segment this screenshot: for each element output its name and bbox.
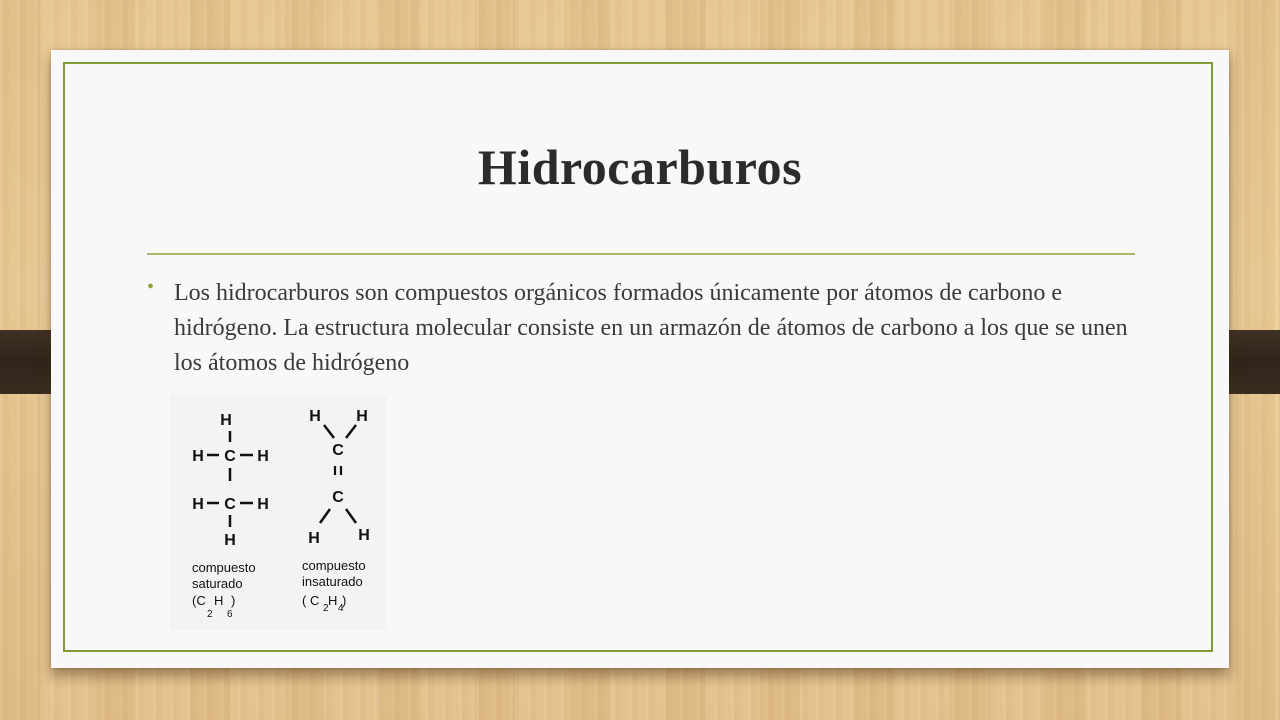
atom-h: H [192,448,204,465]
bullet-dot-icon: • [147,276,155,298]
atom-c: C [332,442,344,459]
saturated-structure [192,412,269,549]
unsaturated-formula-close: ) [342,593,347,608]
saturated-caption [192,560,256,620]
title-divider [147,253,1135,255]
unsaturated-caption-line1: compuesto [302,558,366,573]
saturated-formula-h: H [214,593,224,608]
saturated-subscript-h: 6 [227,609,233,620]
bond-line [346,425,356,438]
unsaturated-structure [308,408,370,547]
bond-line [324,425,334,438]
atom-c: C [224,448,236,465]
atom-h: H [257,496,269,513]
saturated-formula-close: ) [231,593,236,608]
slide-title: Hidrocarburos [477,139,803,195]
atom-h: H [308,530,320,547]
atom-c: C [224,496,236,513]
atom-h: H [224,532,236,549]
atom-c: C [332,489,344,506]
atom-h: H [309,408,321,425]
hydrocarbon-structures-figure [170,395,387,630]
saturated-subscript-c: 2 [207,609,213,620]
bullet-text: Los hidrocarburos son compuestos orgánicos formados únicamente por átomos de carbono e hidrógeno. La estructura molecular consiste en un armazón de átomos de carbono a los que se unen los átomos de hidrógeno [174,280,1128,376]
atom-h: H [257,448,269,465]
unsaturated-subscript-h: 4 [338,603,344,614]
unsaturated-subscript-c: 2 [323,603,329,614]
atom-h: H [192,496,204,513]
atom-h: H [356,408,368,425]
structure-diagram [170,395,387,630]
atom-h: H [358,527,370,544]
unsaturated-formula-open: ( C [302,593,320,608]
atom-h: H [220,412,232,429]
bond-line [346,509,356,523]
saturated-caption-line2: saturado [192,576,243,591]
saturated-caption-line1: compuesto [192,560,256,575]
unsaturated-formula-h: H [328,593,338,608]
unsaturated-caption [302,558,366,614]
slide-card [51,50,1229,668]
bond-line [320,509,330,523]
saturated-formula-open: (C [192,593,206,608]
unsaturated-caption-line2: insaturado [302,574,363,589]
